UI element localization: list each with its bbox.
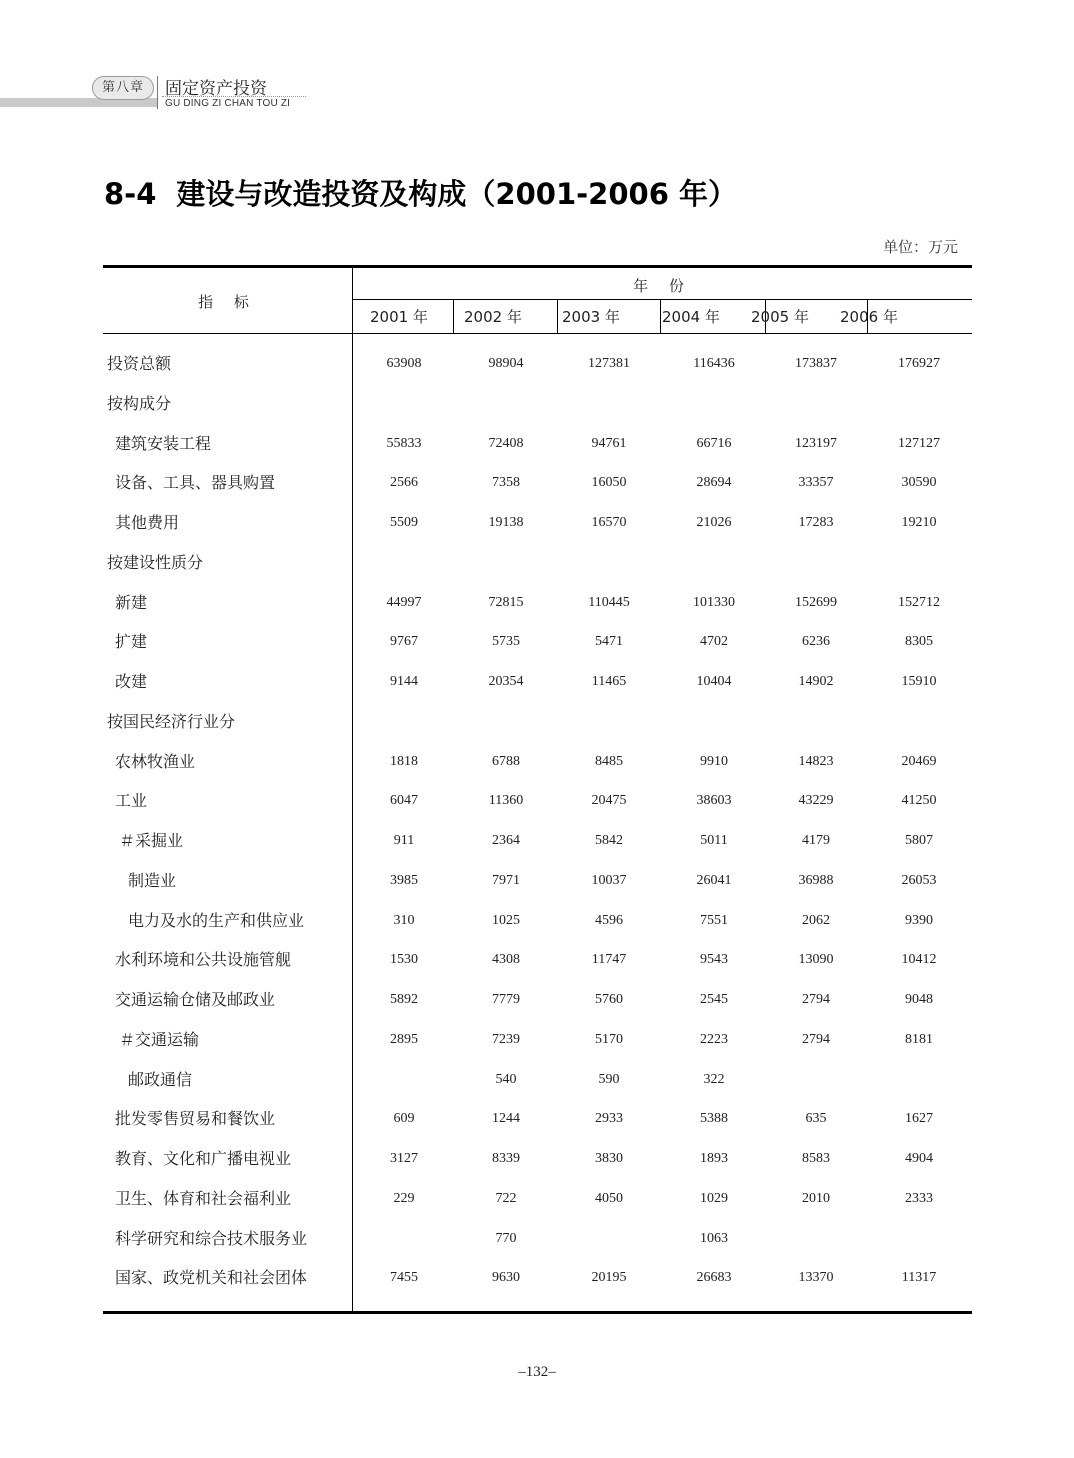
value-cell: 11317 (901, 1270, 937, 1286)
value-cell: 8305 (905, 634, 933, 650)
value-cell: 16050 (591, 475, 627, 491)
value-cell: 10412 (901, 952, 937, 968)
value-cell (354, 702, 454, 742)
year-divider (660, 300, 661, 333)
value-cell: 5842 (595, 833, 623, 848)
value-cell: 2933 (595, 1111, 623, 1127)
value-cell (664, 543, 764, 583)
page-title (104, 172, 737, 213)
value-cell: 127381 (588, 356, 630, 371)
value-cell: 36988 (798, 872, 834, 888)
value-cell: 9630 (492, 1270, 520, 1286)
value-cell: 5170 (595, 1031, 623, 1047)
value-cell (869, 1219, 969, 1259)
year-header: 2001 年 (370, 308, 428, 326)
year-header: 2002 年 (464, 308, 522, 326)
table-number: 8-4 (104, 177, 157, 211)
table-row (103, 543, 972, 583)
value-cell (456, 702, 556, 742)
value-cell: 3127 (390, 1151, 418, 1166)
value-cell: 55833 (386, 435, 422, 451)
value-cell (766, 1219, 866, 1259)
value-cell: 4596 (595, 912, 623, 928)
value-cell: 2364 (492, 833, 520, 848)
value-cell: 13090 (798, 952, 834, 968)
value-cell: 770 (495, 1230, 517, 1246)
year-divider (453, 300, 454, 333)
row-label: 制造业 (128, 870, 177, 890)
value-cell: 176927 (898, 356, 940, 371)
value-cell (766, 1060, 866, 1100)
row-label: 工业 (115, 791, 148, 811)
header-divider (157, 76, 158, 109)
value-cell: 3830 (595, 1151, 623, 1166)
indicator-header: 指 标 (198, 292, 257, 311)
value-cell: 33357 (798, 475, 834, 491)
value-cell: 28694 (696, 475, 732, 491)
table-row (103, 622, 972, 662)
value-cell: 20195 (591, 1270, 627, 1286)
chapter-pinyin: GU DING ZI CHAN TOU ZI (165, 98, 291, 109)
row-label: 按构成分 (107, 393, 172, 413)
header-bottom-rule (103, 333, 972, 334)
value-cell: 14823 (798, 753, 834, 769)
value-cell (354, 384, 454, 424)
value-cell (664, 384, 764, 424)
table-row (103, 980, 972, 1020)
year-header: 2003 年 (562, 308, 620, 326)
value-cell: 20475 (591, 793, 627, 809)
value-cell: 4904 (905, 1151, 933, 1166)
header-dotted-rule (162, 96, 306, 97)
value-cell: 123197 (795, 435, 837, 451)
row-label: 水利环境和公共设施管舰 (115, 950, 292, 970)
value-cell: 11360 (488, 793, 524, 809)
value-cell: 14902 (798, 674, 834, 689)
row-label: ＃采掘业 (119, 831, 184, 850)
value-cell: 2566 (390, 475, 418, 491)
value-cell: 17283 (798, 515, 834, 530)
value-cell: 540 (495, 1071, 517, 1087)
value-cell: 9144 (390, 674, 418, 689)
value-cell: 7551 (700, 912, 728, 928)
value-cell: 4702 (700, 634, 728, 650)
value-cell: 6788 (492, 753, 520, 769)
value-cell: 8485 (595, 753, 623, 769)
chapter-title: 固定资产投资 (165, 79, 267, 99)
value-cell: 5388 (700, 1111, 728, 1127)
year-divider (557, 300, 558, 333)
value-cell: 4179 (802, 833, 830, 848)
value-cell (869, 543, 969, 583)
value-cell: 9543 (700, 952, 728, 968)
value-cell (456, 384, 556, 424)
value-cell: 7971 (492, 872, 520, 888)
table-row (103, 821, 972, 861)
row-label: 农林牧渔业 (115, 751, 196, 771)
table-row (103, 662, 972, 702)
value-cell: 7779 (492, 992, 520, 1007)
page-number: –132– (518, 1364, 556, 1380)
value-cell: 1530 (390, 952, 418, 968)
value-cell (354, 543, 454, 583)
value-cell: 722 (495, 1190, 517, 1206)
table-row (103, 503, 972, 543)
value-cell: 229 (393, 1190, 415, 1206)
value-cell: 2794 (802, 1031, 830, 1047)
row-label: 其他费用 (115, 513, 180, 532)
value-cell: 2223 (700, 1031, 728, 1047)
value-cell: 98904 (488, 356, 524, 371)
value-cell: 2062 (802, 912, 830, 928)
value-cell (766, 702, 866, 742)
value-cell (559, 702, 659, 742)
value-cell: 609 (393, 1111, 415, 1127)
value-cell: 15910 (901, 674, 937, 689)
table-row (103, 742, 972, 782)
value-cell: 16570 (591, 515, 627, 530)
row-label: 邮政通信 (128, 1069, 193, 1089)
row-label: 批发零售贸易和餐饮业 (115, 1109, 276, 1129)
value-cell: 5509 (390, 515, 418, 530)
value-cell (766, 543, 866, 583)
table-row (103, 344, 972, 384)
year-header: 2005 年 (751, 308, 809, 326)
value-cell: 26683 (696, 1270, 732, 1286)
table-row (103, 861, 972, 901)
table-row (103, 1258, 972, 1298)
year-header: 2004 年 (662, 308, 720, 326)
table-row (103, 1099, 972, 1139)
value-cell: 5760 (595, 992, 623, 1007)
value-cell: 110445 (588, 594, 630, 610)
value-cell: 590 (598, 1071, 620, 1087)
value-cell: 19210 (901, 515, 937, 530)
value-cell: 5735 (492, 634, 520, 650)
value-cell: 9910 (700, 753, 728, 769)
value-cell: 4308 (492, 952, 520, 968)
value-cell: 63908 (386, 356, 422, 371)
value-cell: 94761 (591, 435, 627, 451)
table-row (103, 781, 972, 821)
row-label: 卫生、体育和社会福利业 (115, 1188, 292, 1208)
value-cell (354, 1060, 454, 1100)
value-cell: 8181 (905, 1031, 933, 1047)
table-row (103, 1139, 972, 1179)
value-cell (869, 702, 969, 742)
value-cell: 1063 (700, 1230, 728, 1246)
value-cell: 2545 (700, 992, 728, 1007)
row-label: 建筑安装工程 (115, 433, 212, 453)
value-cell (559, 384, 659, 424)
value-cell (354, 1219, 454, 1259)
value-cell (869, 384, 969, 424)
value-cell: 2895 (390, 1031, 418, 1047)
value-cell: 7455 (390, 1270, 418, 1286)
value-cell: 72815 (488, 594, 524, 610)
value-cell: 1627 (905, 1111, 933, 1127)
value-cell: 8583 (802, 1151, 830, 1166)
row-label: 新建 (115, 592, 148, 612)
value-cell: 6236 (802, 634, 830, 650)
row-label: 科学研究和综合技术服务业 (115, 1228, 308, 1248)
unit-label: 单位：万元 (882, 238, 958, 256)
value-cell: 322 (703, 1071, 725, 1087)
value-cell (664, 702, 764, 742)
table-title: 建设与改造投资及构成（2001-2006 年） (176, 177, 737, 211)
value-cell: 9390 (905, 912, 933, 928)
row-label: 教育、文化和广播电视业 (115, 1149, 292, 1168)
value-cell: 2333 (905, 1190, 933, 1206)
value-cell: 127127 (898, 435, 940, 451)
value-cell: 26041 (696, 872, 732, 888)
value-cell: 66716 (696, 435, 732, 451)
table-row (103, 1219, 972, 1259)
table-bottom-rule (103, 1311, 972, 1314)
row-label: 设备、工具、器具购置 (115, 473, 276, 493)
value-cell: 5892 (390, 992, 418, 1007)
value-cell: 7358 (492, 475, 520, 491)
value-cell: 20354 (488, 674, 524, 689)
value-cell: 30590 (901, 475, 937, 491)
value-cell: 9767 (390, 634, 418, 650)
table-top-rule (103, 265, 972, 268)
value-cell: 41250 (901, 793, 937, 809)
row-label: ＃交通运输 (119, 1029, 200, 1049)
value-cell: 152699 (795, 594, 837, 610)
value-cell: 173837 (795, 356, 837, 371)
value-cell: 8339 (492, 1151, 520, 1166)
row-label: 电力及水的生产和供应业 (128, 910, 305, 930)
value-cell: 6047 (390, 793, 418, 809)
value-cell (559, 1219, 659, 1259)
value-cell: 1244 (492, 1111, 520, 1127)
value-cell: 635 (805, 1111, 827, 1127)
value-cell: 101330 (693, 594, 735, 610)
table-row (103, 1020, 972, 1060)
table-row (103, 702, 972, 742)
value-cell: 21026 (696, 515, 732, 530)
value-cell: 1025 (492, 912, 520, 928)
value-cell: 10404 (696, 674, 732, 689)
row-label: 按建设性质分 (107, 552, 204, 572)
table-row (103, 384, 972, 424)
value-cell: 44997 (386, 594, 422, 610)
value-cell: 116436 (693, 356, 735, 371)
value-cell: 1818 (390, 753, 418, 769)
value-cell: 11747 (591, 952, 627, 968)
value-cell: 20469 (901, 753, 937, 769)
row-label: 改建 (115, 672, 148, 691)
value-cell: 5807 (905, 833, 933, 848)
value-cell (559, 543, 659, 583)
year-header: 2006 年 (840, 308, 898, 326)
table-row (103, 901, 972, 941)
value-cell: 5011 (700, 833, 728, 848)
value-cell (456, 543, 556, 583)
value-cell: 1029 (700, 1190, 728, 1206)
value-cell: 38603 (696, 793, 732, 809)
value-cell: 5471 (595, 634, 623, 650)
value-cell: 7239 (492, 1031, 520, 1047)
table-row (103, 1179, 972, 1219)
year-group-header: 年 份 (633, 276, 692, 295)
chapter-badge: 第八章 (92, 76, 154, 100)
value-cell: 152712 (898, 594, 940, 610)
value-cell: 9048 (905, 992, 933, 1007)
value-cell: 11465 (591, 674, 627, 689)
value-cell: 2794 (802, 992, 830, 1007)
value-cell: 1893 (700, 1151, 728, 1166)
value-cell: 26053 (901, 872, 937, 888)
table-row (103, 940, 972, 980)
value-cell: 310 (393, 912, 415, 928)
value-cell: 13370 (798, 1270, 834, 1286)
value-cell: 911 (393, 833, 415, 848)
row-label: 按国民经济行业分 (107, 711, 236, 731)
table-row (103, 583, 972, 623)
value-cell: 3985 (390, 872, 418, 888)
value-cell: 43229 (798, 793, 834, 809)
value-cell (766, 384, 866, 424)
value-cell: 19138 (488, 515, 524, 530)
value-cell (869, 1060, 969, 1100)
row-label: 交通运输仓储及邮政业 (115, 990, 276, 1009)
table-row (103, 463, 972, 503)
value-cell: 72408 (488, 435, 524, 451)
value-cell: 4050 (595, 1190, 623, 1206)
table-row (103, 424, 972, 464)
value-cell: 2010 (802, 1190, 830, 1206)
row-label: 扩建 (115, 632, 148, 652)
table-row (103, 1060, 972, 1100)
row-label: 国家、政党机关和社会团体 (115, 1268, 308, 1288)
value-cell: 10037 (591, 872, 627, 888)
row-label: 投资总额 (107, 354, 172, 373)
